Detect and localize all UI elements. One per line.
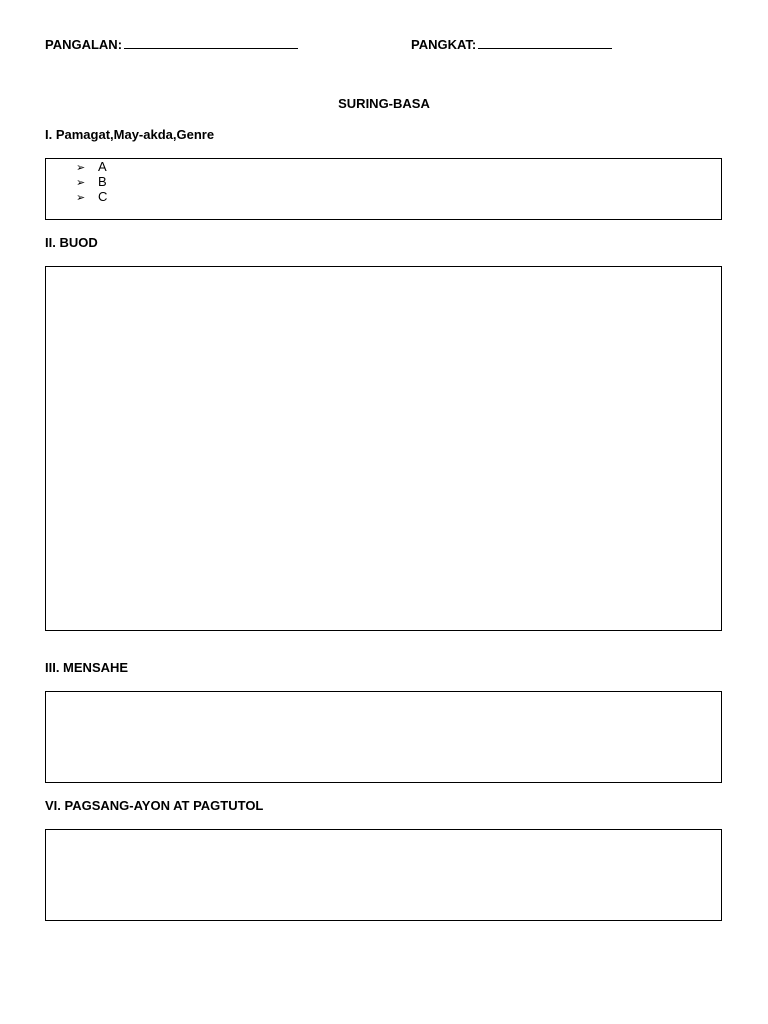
arrow-bullet-icon: ➢ [76, 162, 86, 174]
message-box[interactable] [45, 691, 722, 783]
title-author-genre-box[interactable] [45, 158, 722, 220]
list-item [76, 189, 107, 204]
section-label: PANGKAT: [411, 37, 477, 52]
list-item-label: A [98, 159, 107, 174]
arrow-bullet-icon: ➢ [76, 177, 86, 189]
name-label: PANGALAN: [45, 37, 123, 52]
heading-title-author-genre: I. Pamagat,May-akda,Genre [45, 127, 215, 142]
page-title: SURING-BASA [338, 96, 430, 111]
section-blank-line[interactable] [478, 36, 612, 49]
summary-box[interactable] [45, 266, 722, 631]
title-author-genre-list [76, 159, 107, 204]
list-item [76, 174, 107, 189]
arrow-bullet-icon: ➢ [76, 192, 86, 204]
heading-agreement-disagreement: VI. PAGSANG-AYON AT PAGTUTOL [45, 798, 264, 813]
agreement-disagreement-box[interactable] [45, 829, 722, 921]
list-item-label: B [98, 174, 107, 189]
heading-message: III. MENSAHE [45, 660, 129, 675]
name-blank-line[interactable] [124, 36, 298, 49]
name-field[interactable] [45, 36, 298, 52]
list-item [76, 159, 107, 174]
section-field[interactable] [411, 36, 612, 52]
list-item-label: C [98, 189, 108, 204]
heading-summary: II. BUOD [45, 235, 98, 250]
